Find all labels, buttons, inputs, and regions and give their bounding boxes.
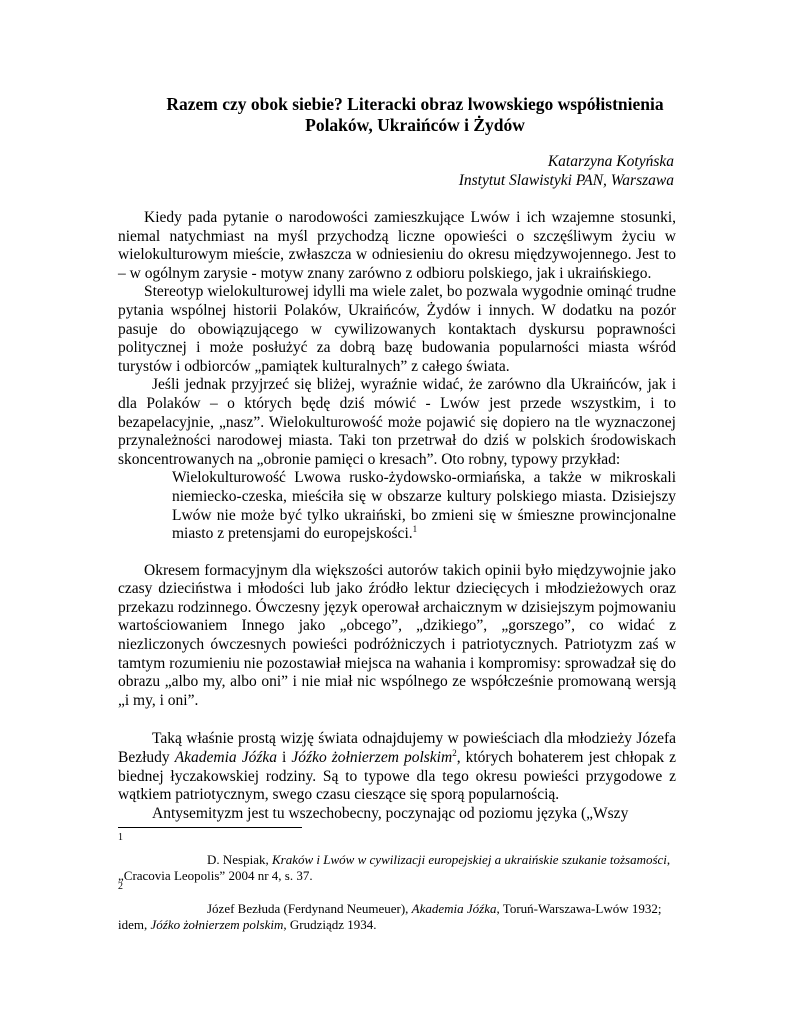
book-title-akademia: Akademia Jóźka [174, 749, 278, 767]
paper-title [118, 94, 712, 136]
paragraph-4: Okresem formacyjnym dla większości autorów takich opinii było międzywojnie jako czasy dzieciństwa i młodości lub jako źródło lektur dziecięcych i młodzieżowych oraz przekazu rodzinnego. Ówczesny język operował archaicznym w dzisiejszym pojmowaniu wartościowaniem Innego jako „obcego”, „dzikiego”, „gorszego”, co widać z niezliczonych ówczesnych powieści podróżniczych i patriotycznych. Patriotyzm zaś w tamtym rozumieniu nie pozostawiał miejsca na wahania i kompromisy: sprowadzał się do obrazu „albo my, albo oni” i nie miał nic wspólnego ze współcześnie promowaną wersją „i my, i oni”. [118, 561, 676, 709]
block-quote-text: Wielokulturowość Lwowa rusko-żydowsko-ormiańska, a także w mikroskali niemiecko-czeska, mieściła się w obszarze kultury polskiego miasta. Dzisiejszy Lwów nie może być tylko ukraiński, bo zmieni się w śmieszne prowincjonalne miasto z pretensjami do europejskości. [172, 469, 676, 543]
footnote-ref-1: 1 [412, 524, 418, 535]
footnote-ref-2: 2 [452, 748, 457, 759]
footnote-1-line2: „Cracovia Leopolis” 2004 nr 4, s. 37. [118, 868, 313, 883]
footnote-2-title-1: Akademia Jóźka [411, 901, 497, 916]
footnote-2-author: Józef Bezłuda (Ferdynand Neumeuer), [207, 901, 412, 916]
paragraph-5-text-c: i [277, 749, 292, 767]
footnote-2-line1 [207, 901, 661, 917]
paper-title-line1: Razem czy obok siebie? Literacki obraz lwowskiego współistnienia [166, 94, 664, 114]
paragraph-2: Stereotyp wielokulturowej idylli ma wiele zalet, bo pozwala wygodnie ominąć trudne pytania wspólnej historii Polaków, Ukraińców, Żydów i innych. W dodatku na pozór pasuje do obowiązującego w cywilizowanych kontaktach dyskursu poprawności politycznej i może posłużyć za dobrą bazę budowania popularności miasta wśród turystów i odbiorców „pamiątek kulturalnych” z całego świata. [118, 283, 676, 375]
paragraph-3: Jeśli jednak przyjrzeć się bliżej, wyraźnie widać, że zarówno dla Ukraińców, jak i dla Polaków – o których będę dziś mówić - Lwów jest przede wszystkim, i to bezapelacyjnie, „nasz”. Wielokulturowość może pojawić się dopiero na tle wyznaczonej przynależności narodowej miasta. Taki ton przetrwał do dziś w polskich środowiskach skoncentrowanych na „obronie pamięci o kresach”. Oto robny, typowy przykład: [118, 376, 676, 468]
footnote-2-line2 [118, 917, 377, 933]
paragraph-spacer [118, 544, 676, 562]
footnote-1-title: Kraków i Lwów w cywilizacji europejskiej a ukraińskie szukanie tożsamości [272, 852, 667, 867]
footnote-1-author: D. Nespiak, [207, 852, 272, 867]
footnote-1-number: 1 [118, 832, 123, 843]
footnote-1-line1 [207, 852, 670, 868]
block-quote [172, 469, 676, 543]
footnote-1-comma: , [666, 852, 671, 867]
paragraph-5 [118, 730, 676, 804]
paragraph-1: Kiedy pada pytanie o narodowości zamieszkujące Lwów i ich wzajemne stosunki, niemal natychmiast na myśl przychodzą liczne opowieści o szczęśliwym życiu w wielokulturowym mieście, zwłaszcza w odniesieniu do okresu międzywojennego. Jest to – w ogólnym zarysie - motyw znany zarówno z odbioru polskiego, jak i ukraińskiego. [118, 209, 676, 282]
footnote-2-number: 2 [118, 881, 123, 892]
footnote-separator [118, 827, 302, 828]
paragraph-6: Antysemityzm jest tu wszechobecny, poczynając od poziomu języka („Wszy [152, 804, 629, 822]
author-affiliation: Instytut Slawistyki PAN, Warszawa [458, 172, 674, 189]
author-name: Katarzyna Kotyńska [547, 153, 674, 170]
author-block [459, 152, 674, 190]
paragraph-5-text-e: , których bohaterem jest chłopak z biednej łyczakowskiej rodziny. Są to typowe dla tego okresu powieści przygodowe z wątkiem patriotycznym, swego czasu cieszące się sporą popularnością. [118, 749, 677, 804]
footnote-2-title-2: Jóźko żołnierzem polskim [150, 917, 284, 932]
footnote-2-place-2: , Grudziądz 1934. [283, 917, 377, 932]
paragraph-spacer [118, 710, 676, 730]
paragraph-5-text-a: Taką właśnie prostą wizję świata odnajdujemy w powieściach dla młodzieży Józefa Bezłudy [118, 730, 676, 767]
footnote-2-idem: idem, [118, 917, 151, 932]
book-title-jozko: Jóźko żołnierzem polskim [291, 749, 453, 767]
paper-body [118, 209, 676, 823]
paper-title-line2: Polaków, Ukraińców i Żydów [305, 115, 525, 135]
footnote-2-place: , Toruń-Warszawa-Lwów 1932; [496, 901, 662, 916]
